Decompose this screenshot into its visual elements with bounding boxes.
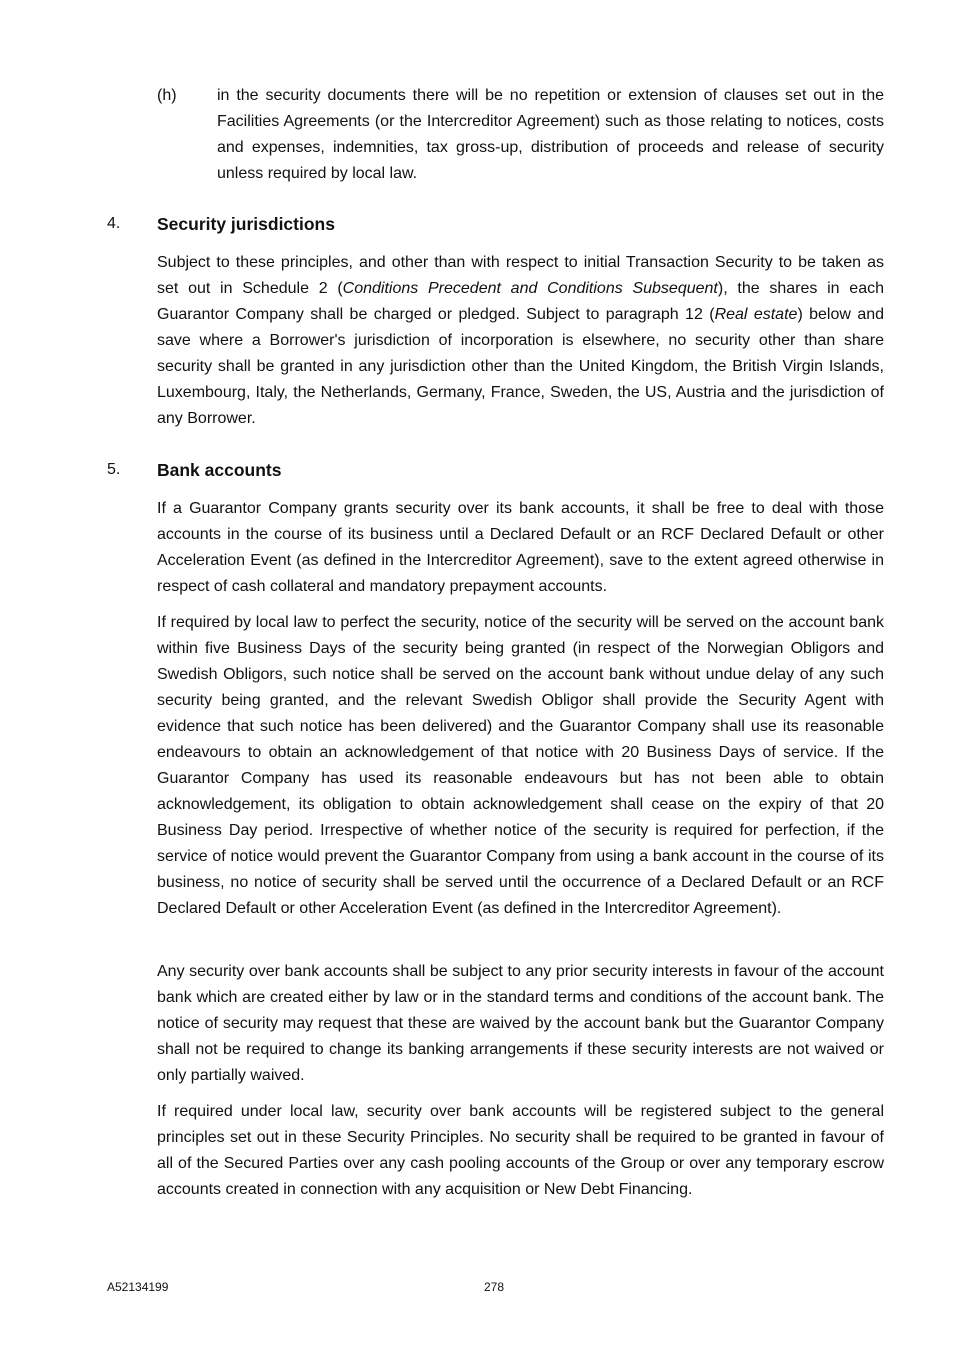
section-5-paragraph-4	[157, 1099, 884, 1203]
schedule-reference: Conditions Precedent and Conditions Subsequent	[342, 280, 718, 297]
paragraph-text: Any security over bank accounts shall be subject to any prior security interests in favour of the account bank which are created either by law or in the standard terms and conditions of the account bank. The notice of security may request that these are waived by the account bank but the Guarantor Company shall not be required to change its banking arrangements if these security interests are not waived or only partially waived.	[157, 963, 884, 1084]
section-5-title: Bank accounts	[157, 460, 282, 480]
text-run: ) below and save where a Borrower's jurisdiction of incorporation is elsewhere, no security other than share security shall be granted in any jurisdiction other than the United Kingdom, the British Virgin Islands, Luxembourg, Italy, the Netherlands, Germany, France, Sweden, the US, Austria and the jurisdiction of any Borrower.	[157, 306, 885, 427]
section-4-title: Security jurisdictions	[157, 214, 335, 234]
section-4-body	[157, 250, 884, 432]
section-4-paragraph	[157, 250, 884, 432]
section-4-number: 4.	[107, 215, 121, 232]
text-run: ), the shares in each Guarantor Company shall be charged or pledged. Subject to paragraph 12 (	[157, 280, 884, 323]
document-id: A52134199	[107, 1280, 169, 1294]
paragraph-text: If required by local law to perfect the security, notice of the security will be served on the account bank within five Business Days of the security being granted (in respect of the Norwegian Obligors and Swedish Obligors, such notice shall be served on the account bank without undue delay of any such security being granted, and the relevant Swedish Obligor shall provide the Security Agent with evidence that such notice has been delivered) and the Guarantor Company shall use its reasonable endeavours to obtain an acknowledgement of that notice with 20 Business Days of service. If the Guarantor Company has used its reasonable endeavours but has not been able to obtain acknowledgement, its obligation to obtain acknowledgement shall cease on the expiry of that 20 Business Day period. Irrespective of whether notice of the security is required for perfection, if the service of notice would prevent the Guarantor Company from using a bank account in the course of its business, no notice of security shall be served until the occurrence of a Declared Default or an RCF Declared Default or other Acceleration Event (as defined in the Intercreditor Agreement).	[157, 614, 884, 917]
section-5-number: 5.	[107, 461, 121, 478]
paragraph-text: If a Guarantor Company grants security over its bank accounts, it shall be free to deal with those accounts in the course of its business until a Declared Default or an RCF Declared Default or other Acceleration Event (as defined in the Intercreditor Agreement), save to the extent agreed otherwise in respect of cash collateral and mandatory prepayment accounts.	[157, 500, 884, 595]
clause-h-paragraph: in the security documents there will be no repetition or extension of clauses set out in the Facilities Agreements (or the Intercreditor Agreement) such as those relating to notices, costs and expenses, indemnities, tax gross-up, distribution of proceeds and release of security unless required by local law.	[217, 87, 884, 182]
clause-label: (h)	[157, 87, 177, 104]
section-5-paragraph-3	[157, 959, 884, 1089]
paragraph-reference: Real estate	[714, 306, 798, 323]
text-run: Subject to these principles, and other than with respect to initial Transaction Security to be taken as set out in Schedule 2 (	[157, 254, 884, 297]
section-5-paragraph-1	[157, 496, 884, 600]
section-5-paragraph-2	[157, 610, 884, 922]
page-number: 278	[484, 1280, 505, 1294]
clause-h-text	[217, 83, 884, 187]
paragraph-text: If required under local law, security over bank accounts will be registered subject to the general principles set out in these Security Principles. No security shall be required to be granted in favour of all of the Secured Parties over any cash pooling accounts of the Group or over any temporary escrow accounts created in connection with any acquisition or New Debt Financing.	[157, 1103, 884, 1198]
